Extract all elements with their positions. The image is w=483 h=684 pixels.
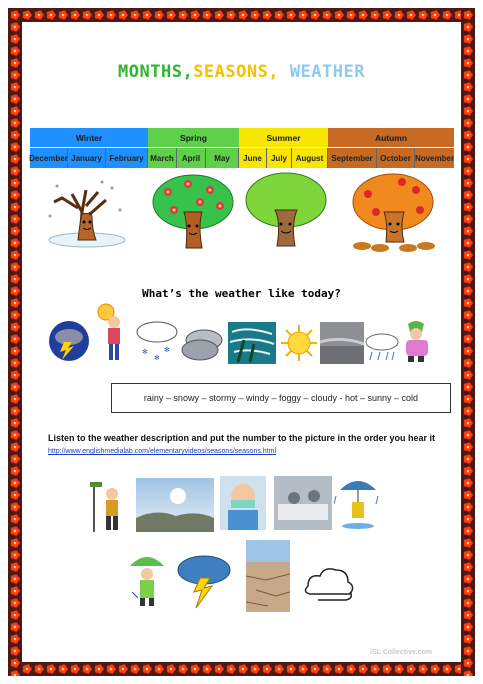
instruction-text xyxy=(48,432,448,458)
snow-cloud-icon xyxy=(134,318,180,362)
foggy-icon xyxy=(320,322,364,364)
summer-tree-icon xyxy=(243,170,329,248)
dry-land-photo xyxy=(246,540,290,612)
instruction-label: Listen to the weather description and put the number to the picture in the order you hear it xyxy=(48,433,436,443)
video-link[interactable]: http://www.englishmedialab.com/elementaryvideos/seasons/seasons.html xyxy=(48,448,277,455)
month-may: May xyxy=(206,148,239,168)
question-heading: What’s the weather like today? xyxy=(142,287,341,300)
winter-tree-icon xyxy=(42,176,132,248)
season-winter: Winter xyxy=(30,128,148,147)
svg-text:✻: ✻ xyxy=(164,347,170,354)
svg-text:✻: ✻ xyxy=(154,355,160,362)
flower-border-bottom xyxy=(8,662,475,676)
month-november: November xyxy=(415,148,454,168)
month-september: September xyxy=(328,148,377,168)
storm-icon xyxy=(48,320,90,362)
month-august: August xyxy=(292,148,328,168)
svg-text:✻: ✻ xyxy=(142,349,148,356)
flower-border-right xyxy=(461,8,475,676)
season-summer: Summer xyxy=(239,128,328,147)
month-december: December xyxy=(30,148,68,168)
worksheet-title xyxy=(0,62,483,82)
windy-person-icon xyxy=(86,478,130,534)
season-autumn: Autumn xyxy=(328,128,454,147)
cloud-outline-icon xyxy=(298,564,356,606)
word-box: rainy – snowy – stormy – windy – foggy – cloudy - hot – sunny – cold xyxy=(111,383,451,413)
snowy-scene-photo xyxy=(274,476,332,530)
title-months: MONTHS, xyxy=(118,62,194,82)
rain-cloud-icon xyxy=(364,332,400,362)
title-seasons: SEASONS, xyxy=(193,62,280,82)
season-spring: Spring xyxy=(148,128,239,147)
flower-border-top xyxy=(8,8,475,22)
month-october: October xyxy=(377,148,415,168)
month-march: March xyxy=(148,148,177,168)
cold-person-icon xyxy=(398,318,436,364)
month-july: July xyxy=(267,148,292,168)
month-april: April xyxy=(177,148,206,168)
sunny-landscape-photo xyxy=(136,478,214,532)
umbrella-person-icon xyxy=(128,548,166,608)
watermark: iSL Collective.com xyxy=(370,649,433,656)
hot-person-icon xyxy=(92,302,132,364)
cold-face-photo xyxy=(220,476,266,530)
title-weather: WEATHER xyxy=(279,62,365,82)
cloudy-icon xyxy=(180,326,226,362)
month-january: January xyxy=(68,148,106,168)
lightning-cloud-icon xyxy=(176,552,234,610)
autumn-tree-icon xyxy=(346,170,440,252)
rainy-person-icon xyxy=(334,474,384,530)
month-june: June xyxy=(239,148,267,168)
month-february: February xyxy=(106,148,148,168)
spring-tree-icon xyxy=(148,172,238,250)
sun-icon xyxy=(280,324,318,362)
flower-border-left xyxy=(8,8,22,676)
windy-icon xyxy=(228,322,276,364)
